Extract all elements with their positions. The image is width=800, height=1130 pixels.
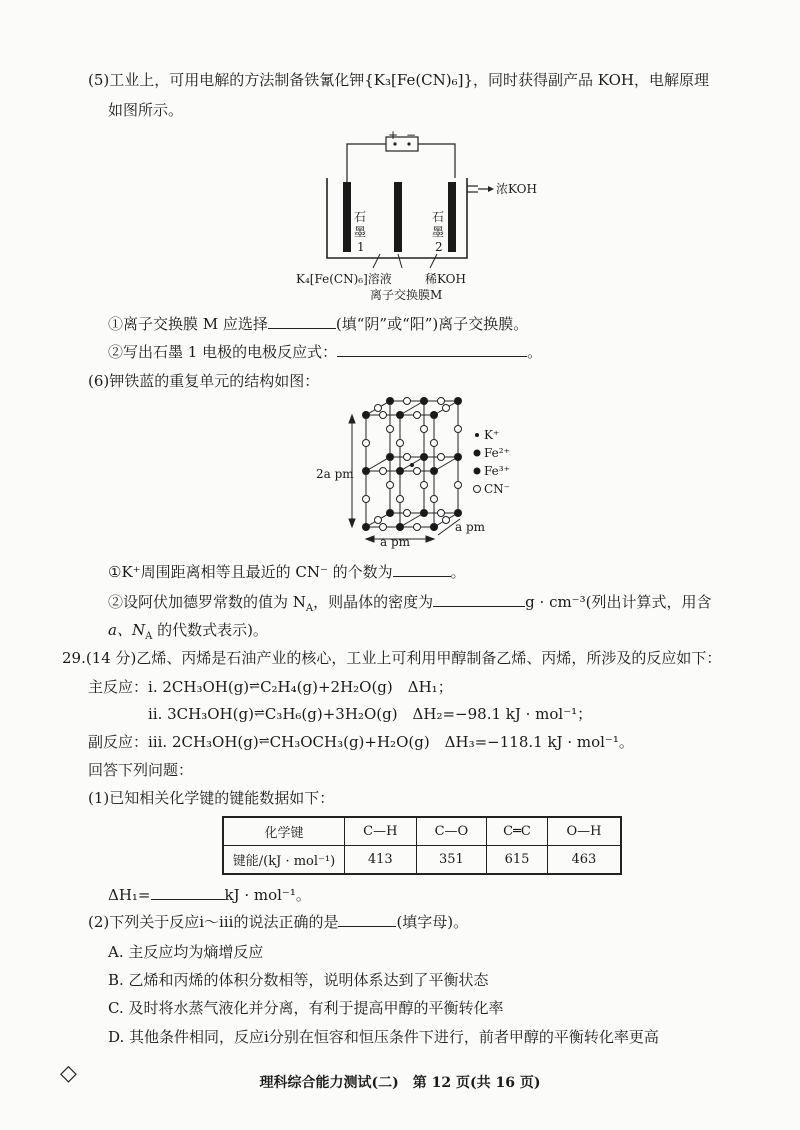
q28-6-intro: (6)钾铁蓝的重复单元的结构如图： — [88, 372, 320, 390]
dimension-width: a pm — [380, 535, 411, 549]
q28-6-sub2-cont: a、$N_A$ 的代数式表示)。 — [108, 621, 268, 642]
q28-5-sub1: ①离子交换膜 M 应选择 (填“阴”或“阳”)离子交换膜。 — [108, 315, 529, 333]
diamond-icon: ◇ — [60, 1061, 77, 1086]
equilibrium-arrow-icon: ⇌ — [258, 734, 270, 749]
answer-prompt: 回答下列问题： — [88, 761, 194, 779]
answer-blank-choice[interactable] — [338, 912, 396, 927]
q29-intro: 29.(14 分)乙烯、丙烯是石油产业的核心，工业上可利用甲醇制备乙烯、丙烯，所涉及的反应如下： — [62, 649, 722, 667]
table-header-cell: O—H — [547, 817, 621, 846]
dh1-question: ΔH₁= kJ · mol⁻¹。 — [108, 886, 311, 904]
reaction-1: 主反应：ⅰ. 2CH₃OH(g)⇌C₂H₄(g)+2H₂O(g) ΔH₁； — [88, 678, 453, 696]
part-2-question: (2)下列关于反应ⅰ～ⅲ的说法正确的是 (填字母)。 — [88, 913, 469, 931]
legend-k: K⁺ — [484, 428, 500, 442]
equilibrium-arrow-icon: ⇌ — [253, 706, 265, 721]
q28-6-sub1: ①K⁺周围距离相等且最近的 CN⁻ 的个数为 。 — [108, 563, 466, 581]
q28-5-sub2: ②写出石墨 1 电极的电极反应式： 。 — [108, 343, 543, 361]
table-row — [223, 846, 621, 875]
electrode-2-label-a: 石 — [432, 210, 445, 224]
electrode-2-label-b: 墨 — [432, 225, 445, 239]
legend-cn: CN⁻ — [484, 482, 511, 496]
option-c: C. 及时将水蒸气液化并分离，有利于提高甲醇的平衡转化率 — [108, 999, 504, 1017]
answer-blank-electrode[interactable] — [337, 342, 527, 357]
legend-fe2: Fe²⁺ — [484, 446, 510, 460]
option-b: B. 乙烯和丙烯的体积分数相等，说明体系达到了平衡状态 — [108, 971, 489, 989]
table-cell: 463 — [547, 846, 621, 875]
membrane-label: 离子交换膜M — [370, 288, 443, 302]
table-header-cell: 化学键 — [223, 817, 345, 846]
solution-label: K₄[Fe(CN)₆]溶液 — [296, 272, 392, 286]
dimension-height: 2a pm — [316, 467, 354, 481]
option-a: A. 主反应均为熵增反应 — [108, 943, 264, 961]
equilibrium-arrow-icon: ⇌ — [249, 679, 261, 694]
reaction-3: 副反应：ⅲ. 2CH₃OH(g)⇌CH₃OCH₃(g)+H₂O(g) ΔH₃=−118.1 kJ · mol⁻¹。 — [88, 733, 634, 751]
dimension-depth: a pm — [455, 520, 486, 534]
table-cell: 351 — [416, 846, 486, 875]
q28-5-intro-1: (5)工业上，可用电解的方法制备铁氰化钾{K₃[Fe(CN)₆]}，同时获得副产品 KOH，电解原理 — [88, 71, 709, 89]
bond-energy-table — [222, 816, 622, 875]
option-d: D. 其他条件相同，反应ⅰ分别在恒容和恒压条件下进行，前者甲醇的平衡转化率更高 — [108, 1028, 659, 1046]
crystal-structure-diagram — [0, 395, 800, 555]
table-cell: 413 — [345, 846, 417, 875]
part-1-intro: (1)已知相关化学键的键能数据如下： — [88, 789, 335, 807]
q28-5-intro-2: 如图所示。 — [108, 101, 184, 119]
page-footer: 理科综合能力测试(二) 第 12 页(共 16 页) — [259, 1075, 541, 1091]
q28-6-sub2: ②设阿伏加德罗常数的值为 $N_A$，则晶体的密度为 g · cm⁻³(列出计算式，用含 — [108, 593, 712, 614]
dilute-koh-label: 稀KOH — [425, 272, 466, 286]
table-header-cell: C—H — [345, 817, 417, 846]
answer-blank-coordination[interactable] — [393, 562, 451, 577]
table-row — [223, 817, 621, 846]
table-cell: 615 — [487, 846, 548, 875]
table-header-cell: C—O — [416, 817, 486, 846]
electrolysis-diagram — [0, 128, 800, 308]
table-cell: 键能/(kJ · mol⁻¹) — [223, 846, 345, 875]
legend-fe3: Fe³⁺ — [484, 464, 510, 478]
table-header-cell: C═C — [487, 817, 548, 846]
electrode-1-label-a: 石 — [354, 210, 367, 224]
minus-sign: − — [406, 128, 417, 142]
answer-blank-dh1[interactable] — [151, 885, 225, 900]
outlet-label: 浓KOH — [496, 182, 537, 196]
electrode-1-label-c: 1 — [357, 240, 365, 254]
answer-blank-density[interactable] — [433, 592, 525, 607]
plus-sign: + — [388, 128, 399, 142]
electrode-1-label-b: 墨 — [354, 225, 367, 239]
electrode-2-label-c: 2 — [435, 240, 443, 254]
answer-blank-membrane[interactable] — [268, 314, 336, 329]
reaction-2: ⅱ. 3CH₃OH(g)⇌C₃H₆(g)+3H₂O(g) ΔH₂=−98.1 kJ · mol⁻¹； — [148, 705, 593, 723]
